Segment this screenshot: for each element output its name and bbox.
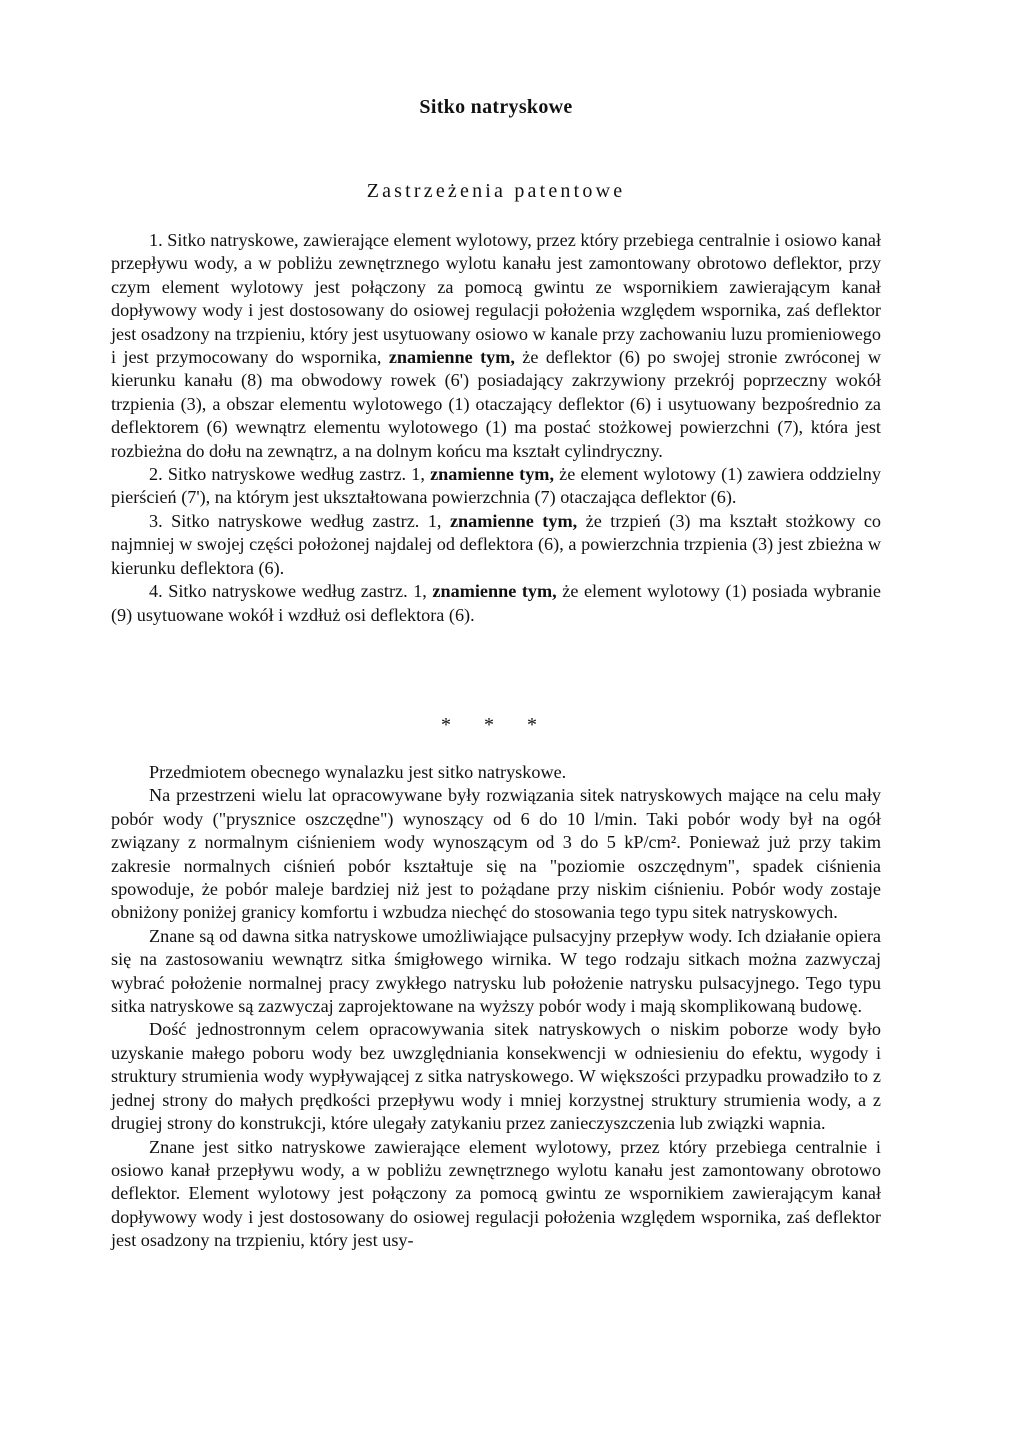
claim-4-lead: 4. Sitko natryskowe według zastrz. 1, <box>149 581 433 602</box>
claim-2-lead: 2. Sitko natryskowe według zastrz. 1, <box>149 464 431 485</box>
claim-4 <box>111 580 881 627</box>
description-paragraph: Na przestrzeni wielu lat opracowywane były rozwiązania sitek natryskowych mające na celu mały pobór wody ("prysznice oszczędne") wynoszący od 6 do 10 l/min. Taki pobór wody był na ogół związany z normalnym ciśnieniem wody wynoszącym od 3 do 5 kP/cm². Ponieważ już przy takim zakresie normalnych ciśnień pobór kształtuje się na "poziomie oszczędnym", spadek ciśnienia spowoduje, że pobór maleje bardziej niż jest to pożądane przy niskim ciśnieniu. Pobór wody zostaje obniżony poniżej granicy komfortu i wzbudza niechęć do stosowania tego typu sitek natryskowych. <box>111 785 881 923</box>
claim-4-emphasis: znamienne tym, <box>432 581 557 602</box>
claim-4-rest: że element wylotowy (1) posiada wybranie (9) usytuowane wokół i wzdłuż osi deflektora (6). <box>111 581 881 625</box>
section-separator: * * * <box>441 714 551 736</box>
claims-section <box>111 229 881 627</box>
claim-3-lead: 3. Sitko natryskowe według zastrz. 1, <box>149 510 450 531</box>
claim-3-emphasis: znamienne tym, <box>449 510 578 531</box>
document-title: Sitko natryskowe <box>419 96 573 118</box>
description-paragraph: Przedmiotem obecnego wynalazku jest sitko natryskowe. <box>149 762 567 782</box>
description-paragraph: Znane są od dawna sitka natryskowe umożliwiające pulsacyjny przepływ wody. Ich działanie opiera się na zastosowaniu wewnątrz sitka śmigłowego wirnika. W tego rodzaju sitkach można zazwyczaj wybrać położenie normalnej pracy zwykłego natrysku lub położenie natrysku pulsacyjnego. Tego typu sitka natryskowe są zazwyczaj zaprojektowane na wyższy pobór wody i mają skomplikowaną budowę. <box>111 925 881 1017</box>
claim-2 <box>111 463 881 510</box>
description-section <box>111 761 881 1253</box>
claim-2-emphasis: znamienne tym, <box>430 464 554 485</box>
claims-heading: Zastrzeżenia patentowe <box>366 180 626 202</box>
claim-2-rest: że element wylotowy (1) zawiera oddzielny pierścień (7'), na którym jest ukształtowana powierzchnia (7) otaczająca deflektor (6). <box>111 464 881 508</box>
claim-3-rest: że trzpień (3) ma kształt stożkowy co najmniej w swojej części położonej najdalej od deflektora (6), a powierzchnia trzpienia (3) jest zbieżna w kierunku deflektora (6). <box>111 510 881 578</box>
description-paragraph: Dość jednostronnym celem opracowywania sitek natryskowych o niskim poborze wody było uzyskanie małego poboru wody bez uwzględniania konsekwencji w odniesieniu do efektu, wygody i struktury strumienia wody wypływającej z sitka natryskowego. W większości przypadku prowadziło to z jednej strony do małych prędkości przepływu wody i mniej korzystnej struktury strumienia wody, a z drugiej strony do konstrukcji, które ulegały zatykaniu przez zanieczyszczenia lub związki wapnia. <box>111 1019 881 1134</box>
description-paragraph: Znane jest sitko natryskowe zawierające element wylotowy, przez który przebiega centralnie i osiowo kanał przepływu wody, a w pobliżu zewnętrznego wylotu kanału jest zamontowany obrotowo deflektor. Element wylotowy jest połączony za pomocą gwintu ze wspornikiem zawierającym kanał dopływowy wody i jest dostosowany do osiowej regulacji położenia względem wspornika, zaś deflektor jest osadzony na trzpieniu, który jest usy- <box>111 1136 881 1251</box>
claim-1-lead: 1. Sitko natryskowe, zawierające element wylotowy, przez który przebiega centralnie i osiowo kanał przepływu wody, a w pobliżu zewnętrznego wylotu kanału jest zamontowany obrotowo deflektor, przy czym element wylotowy jest połączony za pomocą gwintu ze wspornikiem zawierającym kanał dopływowy wody i jest dostosowany do osiowej regulacji położenia względem wspornika, zaś deflektor jest osadzony na trzpieniu, który jest usytuowany osiowo w kanale przy zachowaniu luzu promieniowego i jest przymocowany do wspornika, <box>111 230 881 368</box>
claim-3 <box>111 510 881 580</box>
claim-1-emphasis: znamienne tym, <box>388 347 515 368</box>
claim-1 <box>111 229 881 463</box>
claim-1-rest: że deflektor (6) po swojej stronie zwróconej w kierunku kanału (8) ma obwodowy rowek (6') posiadający zakrzywiony przekrój poprzeczny wokół trzpienia (3), a obszar elementu wylotowego (1) otaczający deflektor (6) i usytuowany bezpośrednio za deflektorem (6) wewnątrz elementu wylotowego (1) ma postać stożkowej powierzchni (7), która jest rozbieżna do dołu na zewnątrz, a na dolnym końcu ma kształt cylindryczny. <box>111 347 881 461</box>
